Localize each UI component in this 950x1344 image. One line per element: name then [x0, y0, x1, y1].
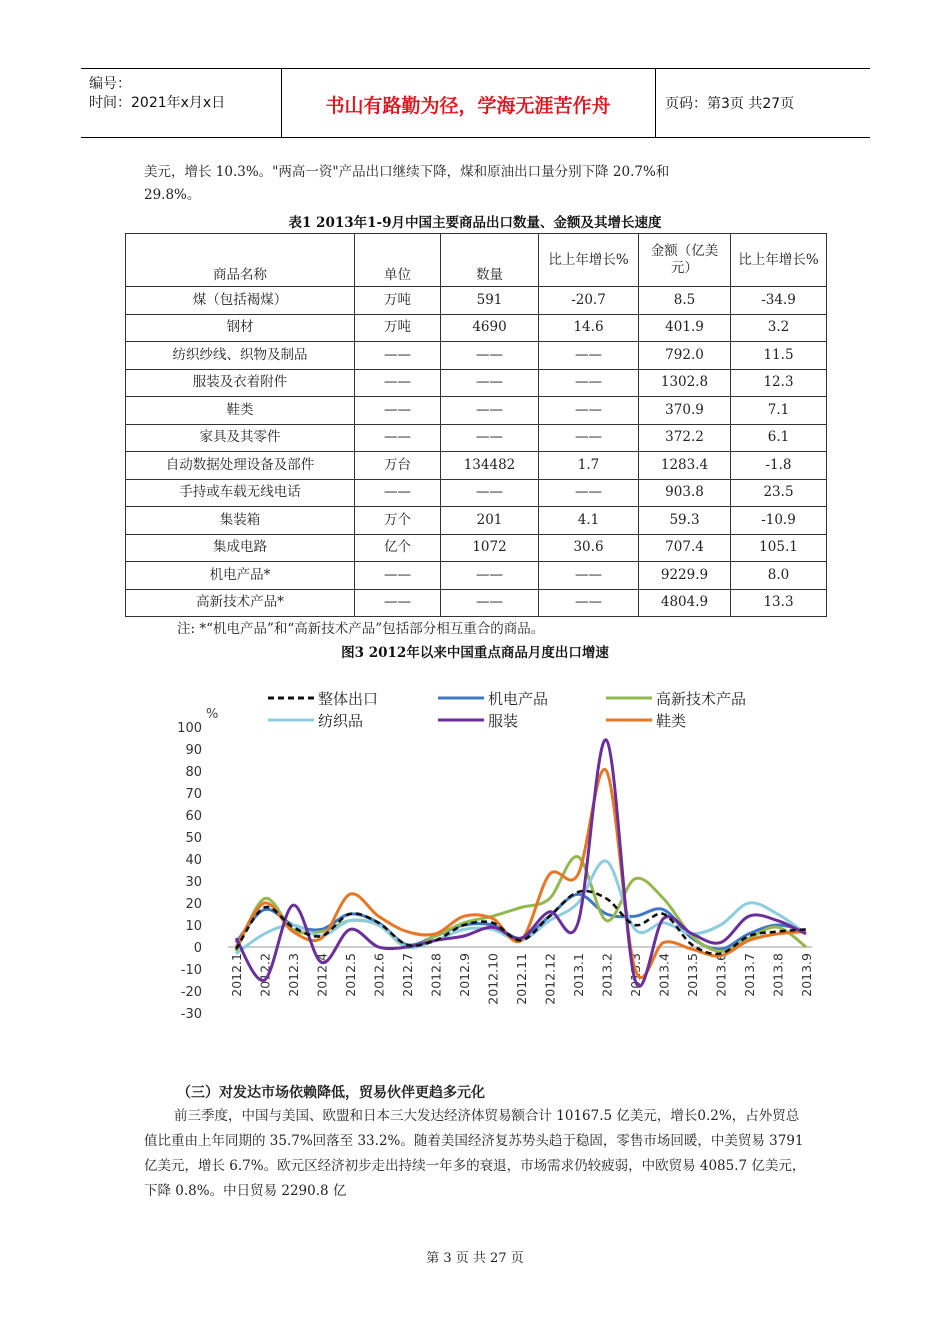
table-header-cell: 数量 [441, 234, 539, 287]
table-cell: —— [441, 397, 539, 425]
y-tick-label: 40 [185, 853, 202, 868]
table-cell: 4690 [441, 314, 539, 342]
table-cell: 134482 [441, 452, 539, 480]
y-tick-label: 60 [185, 809, 202, 824]
y-tick-label: 20 [185, 897, 202, 912]
table-cell: 钢材 [126, 314, 355, 342]
table-cell: —— [355, 342, 441, 370]
series-line-0 [236, 891, 806, 954]
table-cell: —— [355, 479, 441, 507]
table-cell: 纺织纱线、织物及制品 [126, 342, 355, 370]
legend-label: 机电产品 [488, 690, 549, 708]
series-line-5 [236, 769, 806, 977]
table-cell: 1.7 [539, 452, 639, 480]
table-cell: 201 [441, 507, 539, 535]
table-cell: 9229.9 [639, 562, 731, 590]
body-paragraph: 前三季度，中国与美国、欧盟和日本三大发达经济体贸易额合计 10167.5 亿美元，增长0.2%，占外贸总值比重由上年同期的 35.7%回落至 33.2%。随着美国经济复苏势头趋于稳固，零售市场回暖，中美贸易 3791 亿美元，增长 6.7%。欧元区经济初步走出持续一年多的衰退，市场需求仍较疲弱，中欧贸易 4085.7 亿美元，下降 0.8%。中日贸易 2290.8 亿 [144, 1108, 806, 1199]
x-tick-label: 2012.9 [457, 953, 472, 997]
legend-label: 整体出口 [318, 690, 379, 708]
table-title: 表1 2013年1-9月中国主要商品出口数量、金额及其增长速度 [288, 215, 662, 231]
table-cell: 4.1 [539, 507, 639, 535]
table-cell: 鞋类 [126, 397, 355, 425]
x-tick-label: 2012.5 [343, 953, 358, 997]
table-cell: 401.9 [639, 314, 731, 342]
y-tick-label: 0 [193, 941, 202, 956]
table-cell: —— [539, 342, 639, 370]
table-cell: —— [539, 424, 639, 452]
table-cell: 903.8 [639, 479, 731, 507]
table-cell: -20.7 [539, 287, 639, 315]
table-cell: —— [355, 589, 441, 617]
x-tick-label: 2012.2 [257, 953, 273, 997]
y-tick-label: 30 [185, 875, 202, 890]
x-tick-label: 2012.12 [542, 953, 558, 1005]
x-tick-label: 2013.5 [685, 953, 700, 997]
x-tick-label: 2012.7 [400, 953, 415, 997]
page-footer: 第 3 页 共 27 页 [426, 1251, 524, 1266]
table-cell: —— [441, 562, 539, 590]
x-tick-label: 2012.1 [229, 953, 244, 997]
page-number-label: 页码：第3页 共27页 [665, 96, 795, 112]
table-cell: —— [539, 589, 639, 617]
table-cell: 1302.8 [639, 369, 731, 397]
table-cell: —— [539, 562, 639, 590]
table-cell: —— [355, 369, 441, 397]
x-tick-label: 2013.2 [599, 953, 615, 997]
legend-label: 鞋类 [656, 712, 687, 730]
x-tick-label: 2012.4 [314, 953, 330, 997]
x-tick-label: 2012.11 [514, 953, 529, 1005]
table-cell: 707.4 [639, 534, 731, 562]
table-cell: 万吨 [355, 287, 441, 315]
table-header-cell: 比上年增长% [731, 234, 827, 287]
table-cell: 集成电路 [126, 534, 355, 562]
table-header-cell: 单位 [355, 234, 441, 287]
intro-line-1: 美元，增长 10.3%。"两高一资"产品出口继续下降，煤和原油出口量分别下降 20.7%和 [144, 164, 670, 180]
y-tick-label: -20 [180, 985, 202, 1000]
x-tick-label: 2013.3 [628, 953, 643, 997]
table-cell: —— [539, 369, 639, 397]
y-tick-label: -30 [180, 1007, 202, 1022]
table-cell: 高新技术产品* [126, 589, 355, 617]
y-tick-label: 50 [185, 831, 202, 846]
intro-line-2: 29.8%。 [144, 187, 201, 203]
table-cell: 机电产品* [126, 562, 355, 590]
table-cell: 30.6 [539, 534, 639, 562]
table-cell: —— [355, 424, 441, 452]
table-cell: —— [441, 479, 539, 507]
y-tick-label: 90 [185, 743, 202, 758]
figure-title: 图3 2012年以来中国重点商品月度出口增速 [341, 645, 609, 661]
x-tick-label: 2013.8 [770, 953, 786, 997]
table-cell: 万个 [355, 507, 441, 535]
table-cell: —— [441, 369, 539, 397]
table-cell: 11.5 [731, 342, 827, 370]
y-tick-label: 100 [177, 721, 202, 736]
table-cell: —— [441, 424, 539, 452]
x-tick-label: 2012.6 [371, 953, 387, 997]
table-cell: 1072 [441, 534, 539, 562]
table-note: 注: *“机电产品”和“高新技术产品”包括部分相互重合的商品。 [177, 621, 545, 637]
table-cell: —— [441, 342, 539, 370]
table-cell: 亿个 [355, 534, 441, 562]
table-cell: 14.6 [539, 314, 639, 342]
table-cell: 6.1 [731, 424, 827, 452]
x-tick-label: 2012.3 [286, 953, 301, 997]
section-heading: （三）对发达市场依赖降低，贸易伙伴更趋多元化 [177, 1085, 485, 1101]
table-cell: —— [539, 397, 639, 425]
legend-label: 高新技术产品 [656, 690, 747, 708]
header-motto: 书山有路勤为径，学海无涯苦作舟 [325, 95, 611, 117]
table-cell: 12.3 [731, 369, 827, 397]
table-cell: 370.9 [639, 397, 731, 425]
table-cell: 集装箱 [126, 507, 355, 535]
table-header-cell: 比上年增长% [539, 234, 639, 287]
date-label: 时间：2021年x月x日 [89, 95, 226, 111]
table-cell: 4804.9 [639, 589, 731, 617]
x-tick-label: 2012.8 [428, 953, 444, 997]
table-header-cell: 金额（亿美元） [639, 234, 731, 287]
table-cell: 万台 [355, 452, 441, 480]
table-cell: 792.0 [639, 342, 731, 370]
table-cell: —— [539, 479, 639, 507]
x-tick-label: 2013.4 [656, 953, 672, 997]
table-cell: 59.3 [639, 507, 731, 535]
table-cell: 煤（包括褐煤） [126, 287, 355, 315]
y-tick-label: 70 [185, 787, 202, 802]
table-cell: 自动数据处理设备及部件 [126, 452, 355, 480]
table-cell: 手持或车载无线电话 [126, 479, 355, 507]
table-cell: 23.5 [731, 479, 827, 507]
table-cell: —— [355, 397, 441, 425]
y-tick-label: 80 [185, 765, 202, 780]
table-cell: 7.1 [731, 397, 827, 425]
table-cell: —— [441, 589, 539, 617]
y-tick-label: 10 [185, 919, 202, 934]
x-tick-label: 2013.9 [799, 953, 814, 997]
table-cell: -10.9 [731, 507, 827, 535]
table-cell: 591 [441, 287, 539, 315]
table-cell: 3.2 [731, 314, 827, 342]
table-cell: 8.0 [731, 562, 827, 590]
table-cell: 105.1 [731, 534, 827, 562]
table-cell: 8.5 [639, 287, 731, 315]
x-tick-label: 2013.1 [571, 953, 586, 997]
x-tick-label: 2013.7 [742, 953, 757, 997]
table-cell: 1283.4 [639, 452, 731, 480]
legend-label: 纺织品 [318, 712, 364, 730]
legend-label: 服装 [488, 712, 519, 730]
table-cell: 家具及其零件 [126, 424, 355, 452]
x-tick-label: 2013.6 [713, 953, 729, 997]
y-axis-unit-label: % [206, 707, 219, 722]
table-cell: 372.2 [639, 424, 731, 452]
x-tick-label: 2012.10 [485, 953, 501, 1005]
table-cell: 服装及衣着附件 [126, 369, 355, 397]
table-cell: -34.9 [731, 287, 827, 315]
table-cell: —— [355, 562, 441, 590]
table-cell: 13.3 [731, 589, 827, 617]
number-label: 编号： [89, 76, 131, 92]
y-tick-label: -10 [180, 963, 202, 978]
table-header-cell: 商品名称 [126, 234, 355, 287]
table-cell: -1.8 [731, 452, 827, 480]
table-cell: 万吨 [355, 314, 441, 342]
